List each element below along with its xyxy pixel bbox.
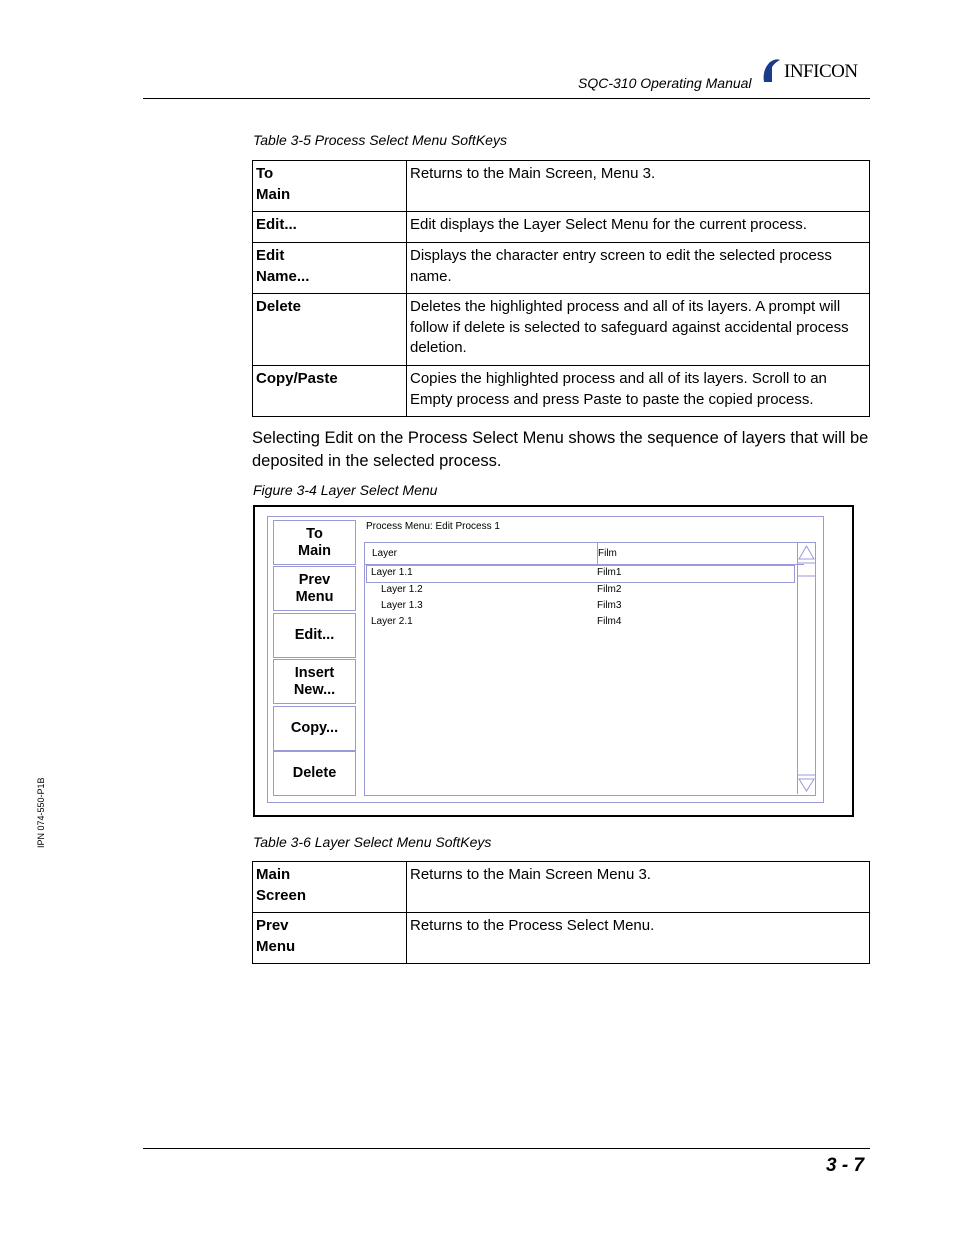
scroll-down-arrow-icon[interactable]: [798, 775, 815, 791]
softkey-label: Main: [297, 542, 332, 559]
softkey-name: Edit Name...: [253, 243, 407, 294]
table-row: [253, 862, 870, 913]
header-rule: [143, 98, 870, 99]
list-item-layer[interactable]: Layer 1.3: [381, 600, 423, 611]
footer-rule: [143, 1148, 870, 1149]
table2-caption: Table 3-6 Layer Select Menu SoftKeys: [253, 834, 492, 850]
list-item-film[interactable]: Film2: [597, 584, 622, 595]
softkey-description: Returns to the Process Select Menu.: [407, 913, 870, 964]
table-row: [253, 243, 870, 294]
scroll-up-arrow-icon[interactable]: [798, 546, 815, 576]
logo-text: INFICON: [784, 61, 858, 82]
softkey-label: Menu: [295, 588, 334, 605]
softkey-delete-button[interactable]: [273, 751, 356, 796]
softkey-label: Prev: [298, 571, 331, 588]
softkey-name: To Main: [253, 161, 407, 212]
table-row: [253, 294, 870, 366]
list-item-layer[interactable]: Layer 1.2: [381, 584, 423, 595]
body-paragraph: Selecting Edit on the Process Select Menu shows the sequence of layers that will be deposited in the selected process.: [252, 429, 869, 470]
softkey-name: Prev Menu: [253, 913, 407, 964]
softkey-description: Copies the highlighted process and all of its layers. Scroll to an Empty process and press Paste to paste the copied process.: [407, 366, 870, 417]
softkey-name: Copy/Paste: [253, 366, 407, 417]
manual-title: SQC-310 Operating Manual: [578, 75, 752, 91]
softkey-description: Returns to the Main Screen, Menu 3.: [407, 161, 870, 212]
table1-caption: Table 3-5 Process Select Menu SoftKeys: [253, 132, 507, 148]
softkey-copy-button[interactable]: [273, 706, 356, 751]
list-item-layer[interactable]: Layer 2.1: [371, 616, 413, 627]
softkey-insert-new-button[interactable]: [273, 659, 356, 704]
document-id: IPN 074-550-P1B: [36, 777, 46, 848]
scrollbar[interactable]: [797, 543, 815, 794]
list-item-layer[interactable]: Layer 1.1: [371, 567, 413, 578]
table-row: [253, 161, 870, 212]
list-item-film[interactable]: Film4: [597, 616, 622, 627]
softkey-label: Edit...: [294, 627, 335, 643]
softkey-name: Delete: [253, 294, 407, 366]
table-row: [253, 366, 870, 417]
process-select-softkeys-table: [252, 160, 870, 417]
panel-title: Process Menu: Edit Process 1: [366, 521, 500, 532]
softkey-edit-button[interactable]: [273, 613, 356, 658]
softkey-label: Insert: [294, 664, 335, 681]
softkey-prev-menu-button[interactable]: [273, 566, 356, 611]
softkey-to-main-button[interactable]: [273, 520, 356, 565]
table-row: [253, 913, 870, 964]
column-header-film[interactable]: Film: [591, 543, 804, 565]
softkey-label: Copy...: [290, 720, 339, 736]
table-row: [253, 212, 870, 243]
softkey-name: Edit...: [253, 212, 407, 243]
layer-select-softkeys-table: [252, 861, 870, 964]
softkey-name: Main Screen: [253, 862, 407, 913]
inficon-logo: [760, 58, 872, 86]
softkey-label: Delete: [292, 765, 337, 781]
selected-row-highlight: [366, 565, 795, 583]
softkey-description: Deletes the highlighted process and all of its layers. A prompt will follow if delete is selected to safeguard against accidental process deletion.: [407, 294, 870, 366]
softkey-description: Edit displays the Layer Select Menu for the current process.: [407, 212, 870, 243]
softkey-description: Returns to the Main Screen Menu 3.: [407, 862, 870, 913]
page-number: 3 - 7: [826, 1155, 865, 1176]
softkey-description: Displays the character entry screen to edit the selected process name.: [407, 243, 870, 294]
figure-caption: Figure 3-4 Layer Select Menu: [253, 482, 438, 498]
softkey-label: New...: [293, 681, 336, 698]
softkey-label: To: [306, 525, 323, 542]
list-item-film[interactable]: Film3: [597, 600, 622, 611]
list-item-film[interactable]: Film1: [597, 567, 622, 578]
logo-mark-icon: [760, 58, 784, 84]
column-header-layer[interactable]: Layer: [365, 543, 598, 565]
